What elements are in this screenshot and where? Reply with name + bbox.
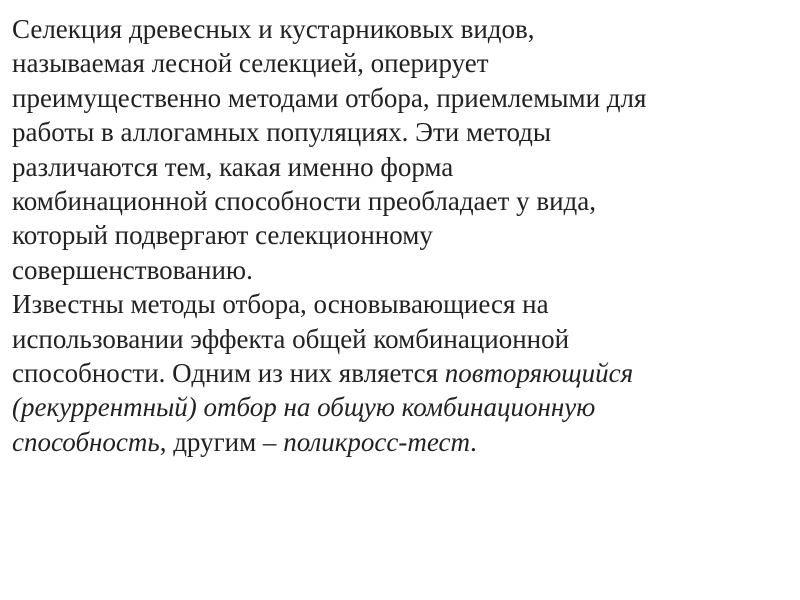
italic-term: способность <box>12 426 160 457</box>
text-line: преимущественно методами отбора, приемлемыми для <box>12 82 647 113</box>
plain-text: способности. Одним из них является <box>12 358 445 389</box>
text-line <box>12 425 796 459</box>
paragraph-2 <box>12 287 796 459</box>
plain-text: , другим – <box>159 426 284 457</box>
text-line: использовании эффекта общей комбинационной <box>12 323 570 354</box>
text-line: совершенствованию. <box>12 254 253 285</box>
text-line: который подвергают селекционному <box>12 220 433 251</box>
paragraph-1 <box>12 12 796 287</box>
italic-term: поликросс-тест <box>283 426 470 457</box>
text-line: различаются тем, какая именно форма <box>12 151 454 182</box>
plain-text: . <box>470 426 477 457</box>
text-line: называемая лесной селекцией, оперирует <box>12 48 489 79</box>
text-line: комбинационной способности преобладает у вида, <box>12 186 596 217</box>
text-line <box>12 356 796 390</box>
text-line: работы в аллогамных популяциях. Эти методы <box>12 117 552 148</box>
text-line: Известны методы отбора, основывающиеся на <box>12 289 549 320</box>
body-text <box>12 12 796 459</box>
text-line: Селекция древесных и кустарниковых видов, <box>12 14 535 44</box>
italic-term: (рекуррентный) отбор на общую комбинационную <box>12 392 596 423</box>
italic-term: повторяющийся <box>444 358 634 389</box>
